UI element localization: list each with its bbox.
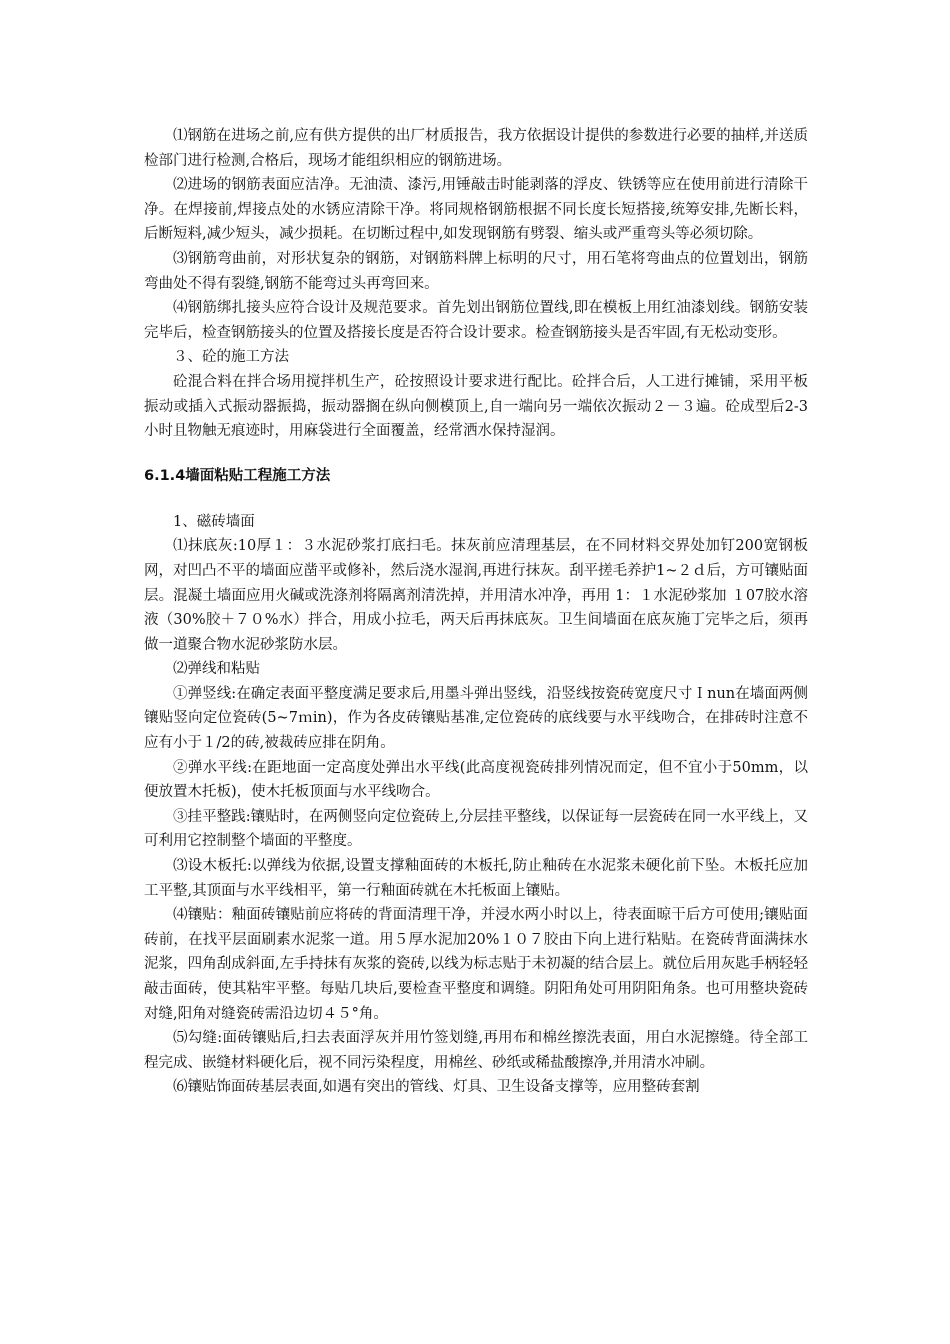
paragraph: ①弹竖线:在确定表面平整度满足要求后,用墨斗弹出竖线，沿竖线按瓷砖宽度尺寸Ｉnun在墙面两侧镶贴竖向定位瓷砖(5~7ｍin)，作为各皮砖镶贴基准,定位瓷砖的底线要与水平线吻合，在排砖时注意不应有小于１/2的砖,被裁砖应排在阴角。 bbox=[144, 685, 808, 752]
paragraph: 砼混合料在拌合场用搅拌机生产，砼按照设计要求进行配比。砼拌合后，人工进行摊铺，采用平板振动或插入式振动器振捣，振动器搁在纵向侧模顶上,自一端向另一端依次振动２－３遍。砼成型后2-3小时且物触无痕迹时，用麻袋进行全面覆盖，经常洒水保持湿润。 bbox=[144, 373, 808, 440]
paragraph: ⑶钢筋弯曲前，对形状复杂的钢筋，对钢筋料牌上标明的尺寸，用石笔将弯曲点的位置划出，钢筋弯曲处不得有裂缝,钢筋不能弯过头再弯回来。 bbox=[144, 250, 808, 292]
document-body bbox=[144, 124, 808, 1100]
spacer bbox=[144, 444, 808, 464]
subsection-title: ３、砼的施工方法 bbox=[173, 349, 289, 366]
spacer bbox=[144, 488, 808, 510]
paragraph: ⑵弹线和粘贴 bbox=[173, 661, 260, 678]
paragraph: ⑷镶贴：釉面砖镶贴前应将砖的背面清理干净，并浸水两小时以上，待表面晾干后方可使用;镶贴面砖前，在找平层面刷素水泥浆一道。用５厚水泥加20%１０７胶由下向上进行粘贴。在瓷砖背面满抹水泥浆，四角刮成斜面,左手持抹有灰浆的瓷砖,以线为标志贴于未初凝的结合层上。就位后用灰匙手柄轻轻敲击面砖，使其粘牢平整。每贴几块后,要检查平整度和调缝。阴阳角处可用阴阳角条。也可用整块瓷砖对缝,阳角对缝瓷砖需沿边切４５°角。 bbox=[144, 907, 808, 1022]
paragraph: ⑸勾缝:面砖镶贴后,扫去表面浮灰并用竹签划缝,再用布和棉丝擦洗表面，用白水泥擦缝。待全部工程完成、嵌缝材料硬化后，视不同污染程度，用棉丝、砂纸或稀盐酸擦净,并用清水冲刷。 bbox=[144, 1030, 808, 1071]
paragraph: ⑹镶贴饰面砖基层表面,如遇有突出的管线、灯具、卫生设备支撑等，应用整砖套割 bbox=[173, 1079, 700, 1096]
section-heading: 6.1.4墙面粘贴工程施工方法 bbox=[144, 467, 331, 484]
subsection-title: 1、磁砖墙面 bbox=[173, 513, 255, 530]
paragraph: ⑷钢筋绑扎接头应符合设计及规范要求。首先划出钢筋位置线,即在模板上用红油漆划线。钢筋安装完毕后，检查钢筋接头的位置及搭接长度是否符合设计要求。检查钢筋接头是否牢固,有无松动变形。 bbox=[144, 300, 808, 341]
paragraph: ③挂平整践:镶贴时，在两侧竖向定位瓷砖上,分层挂平整线，以保证每一层瓷砖在同一水平线上，又可利用它控制整个墙面的平整度。 bbox=[144, 808, 808, 850]
paragraph: ⑴抹底灰:10厚１：３水泥砂浆打底扫毛。抹灰前应清理基层，在不同材料交界处加钉200宽钢板网，对凹凸不平的墙面应凿平或修补，然后浇水湿润,再进行抹灰。刮平搓毛养护1~２ｄ后，方可镶贴面层。混凝土墙面应用火碱或洗涤剂将隔离剂清洗掉，并用清水冲净，再用 1：１水泥砂浆加 １07胶水溶液（30%胶＋７０%水）拌合，用成小拉毛，两天后再抹底灰。卫生间墙面在底灰施丁完毕之后，须再做一道聚合物水泥砂浆防水层。 bbox=[144, 538, 808, 653]
paragraph: ②弹水平线:在距地面一定高度处弹出水平线(此高度视瓷砖排列情况而定，但不宜小于50mm，以便放置木托板)，使木托板顶面与水平线吻合。 bbox=[144, 759, 808, 801]
paragraph: ⑴钢筋在进场之前,应有供方提供的出厂材质报告，我方依据设计提供的参数进行必要的抽样,并送质检部门进行检测,合格后，现场才能组织相应的钢筋进场。 bbox=[144, 128, 808, 169]
paragraph: ⑵进场的钢筋表面应洁净。无油渍、漆污,用锤敲击时能剥落的浮皮、铁锈等应在使用前进行清除干净。在焊接前,焊接点处的水锈应清除干净。将同规格钢筋根据不同长度长短搭接,统筹安排,先断长料，后断短料,减少短头，减少损耗。在切断过程中,如发现钢筋有劈裂、缩头或严重弯头等必须切除。 bbox=[144, 177, 808, 243]
paragraph: ⑶设木板托:以弹线为依据,设置支撑釉面砖的木板托,防止釉砖在水泥浆未硬化前下坠。木板托应加工平整,其顶面与水平线相平，第一行釉面砖就在木托板面上镶贴。 bbox=[144, 858, 808, 899]
